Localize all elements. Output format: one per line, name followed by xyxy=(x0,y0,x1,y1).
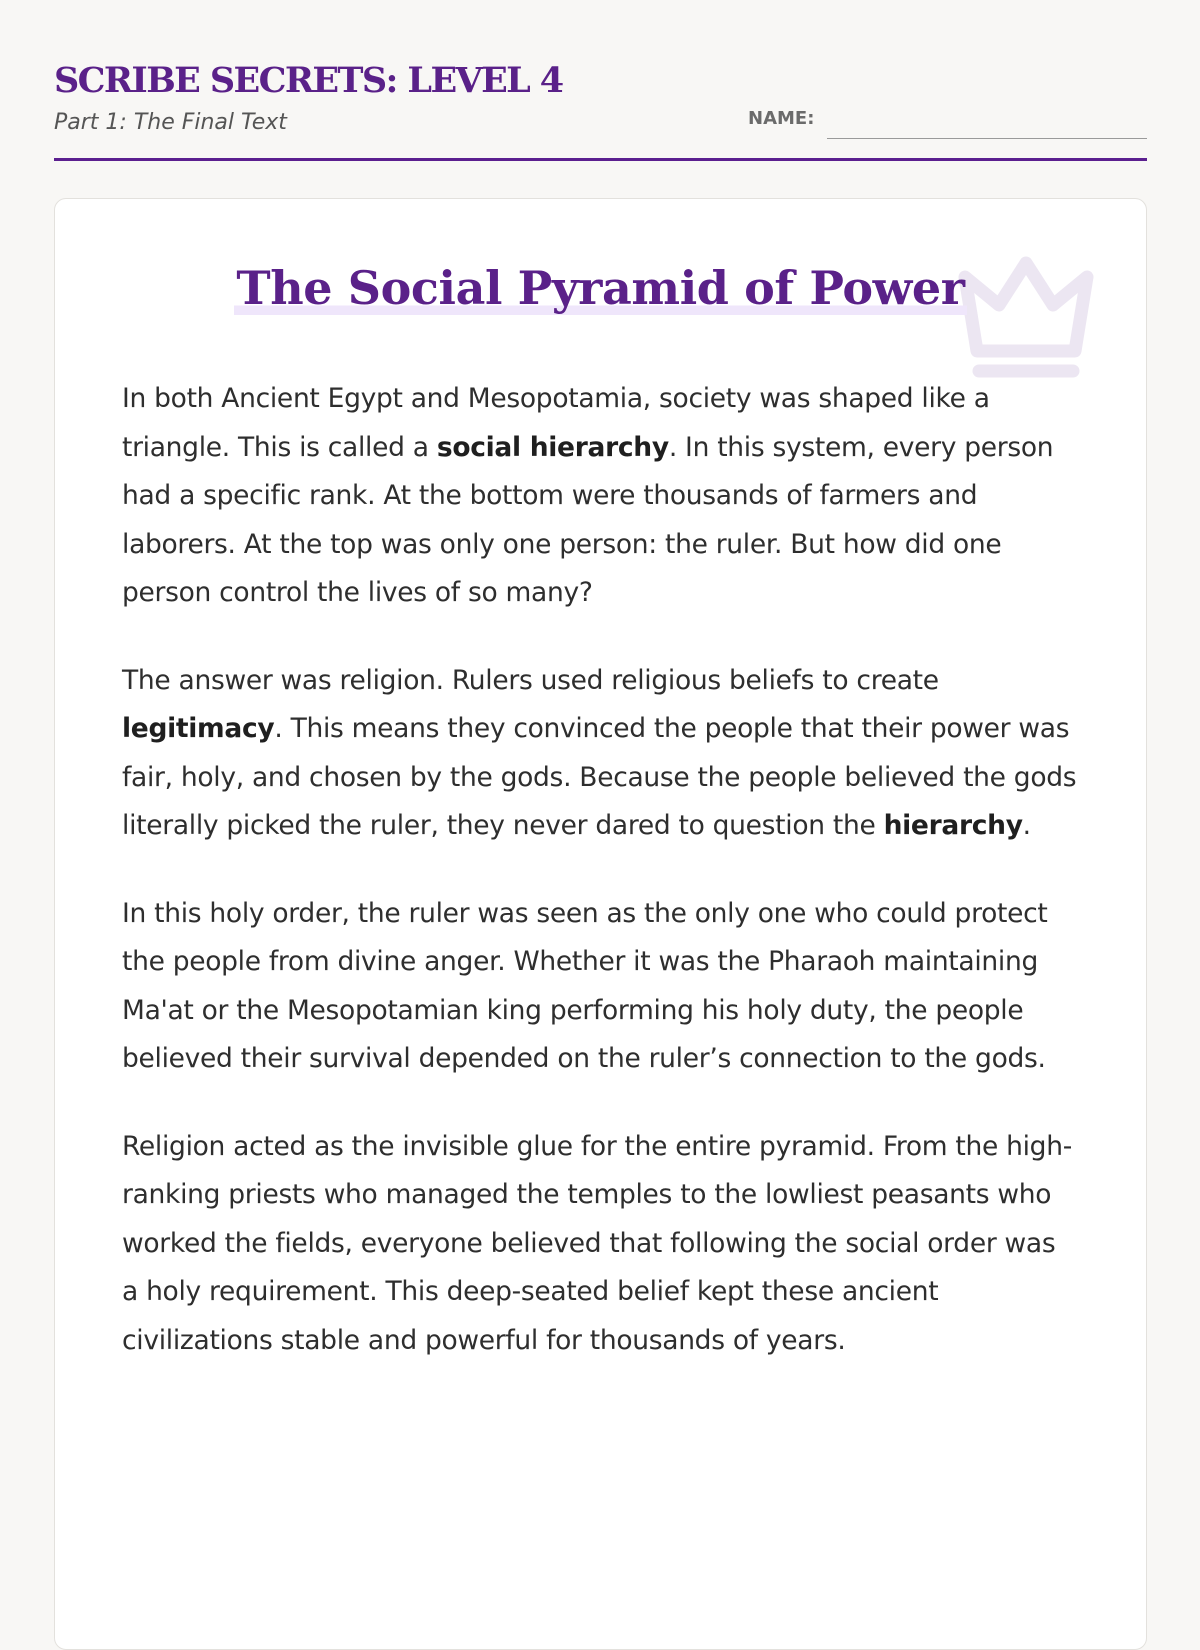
article-heading-text: The Social Pyramid of Power xyxy=(236,261,965,315)
paragraph-2-text-a: The answer was religion. Rulers used religious beliefs to create xyxy=(122,664,939,696)
term-social-hierarchy: social hierarchy xyxy=(436,431,669,463)
paragraph-2-text-c: . xyxy=(1022,810,1031,841)
paragraph-4: Religion acted as the invisible glue for the entire pyramid. From the high-ranking priests who managed the temples to the lowliest peasants who worked the fields, everyone believed that following the social order was a holy requirement. This deep-seated belief kept these ancient civilizations stable and powerful for thousands of years. xyxy=(122,1130,1072,1356)
name-label: NAME: xyxy=(748,108,815,129)
worksheet-subtitle: Part 1: The Final Text xyxy=(54,110,287,135)
article-body xyxy=(122,375,1077,1404)
paragraph-1 xyxy=(122,375,1077,618)
article-heading xyxy=(55,261,1146,315)
term-legitimacy: legitimacy xyxy=(122,713,275,744)
paragraph-3: In this holy order, the ruler was seen as the only one who could protect the people from divine anger. Whether it was the Pharaoh maintaining Ma'at or the Mesopotamian king performing his holy duty, the people believed their survival depended on the ruler’s connection to the gods. xyxy=(122,897,1048,1074)
term-hierarchy: hierarchy xyxy=(883,810,1023,841)
paragraph-2 xyxy=(122,657,1077,851)
paragraph-1-text-a: In both Ancient Egypt and Mesopotamia, society was shaped like a triangle. This is called a xyxy=(122,383,990,463)
paragraph-2-text-b: . This means they convinced the people that their power was fair, holy, and chosen by the gods. Because the people believed the gods literally picked the ruler, they never dared to question the xyxy=(122,713,1077,841)
name-field[interactable] xyxy=(827,138,1147,139)
worksheet-title: SCRIBE SECRETS: LEVEL 4 xyxy=(54,60,563,101)
reading-card xyxy=(54,198,1147,1650)
paragraph-1-text-b: . In this system, every person had a specific rank. At the bottom were thousands of farmers and laborers. At the top was only one person: the ruler. But how did one person control the lives of so many? xyxy=(122,431,1054,608)
worksheet-header xyxy=(54,58,1147,161)
